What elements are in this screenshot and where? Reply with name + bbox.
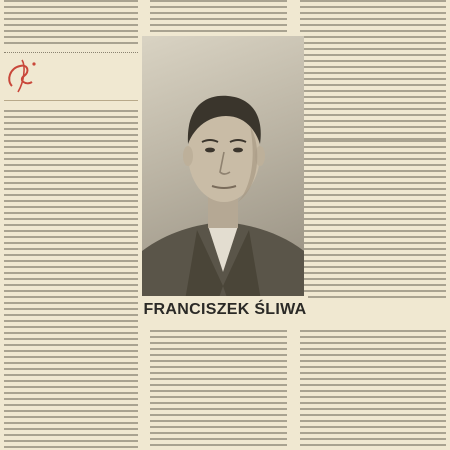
text-column-top-left [4,0,138,48]
section-divider [4,100,138,101]
photo-caption: FRANCISZEK ŚLIWA [143,301,307,318]
text-column-left [4,110,138,450]
decorative-initial-icon [4,56,44,98]
text-column-right [300,140,446,300]
portrait-photo [142,36,307,318]
text-column-top-right [300,0,446,140]
photo-caption-band [142,296,308,324]
text-column-top-middle [150,0,287,34]
text-column-bottom-right [300,330,446,450]
dotted-divider [4,52,138,53]
text-column-bottom-middle [150,330,287,450]
